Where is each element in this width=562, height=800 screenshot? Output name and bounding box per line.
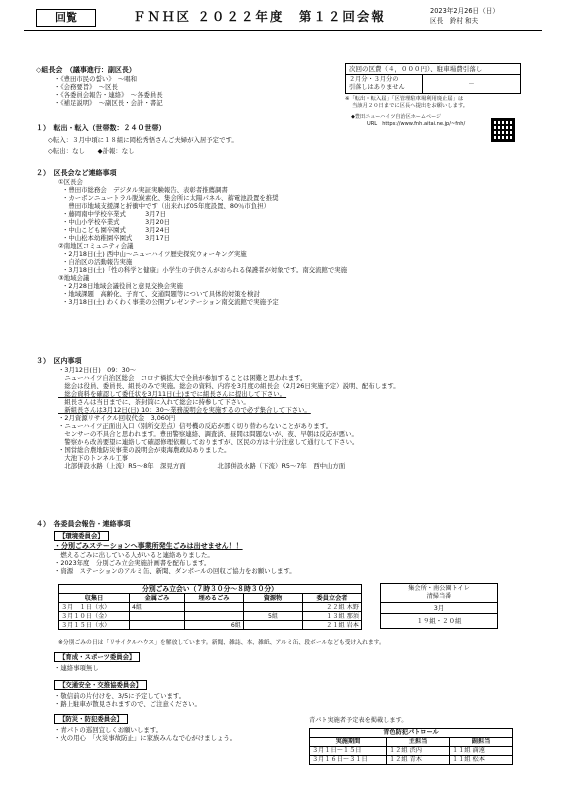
list-item: ニューハイツ自治区総会 コロナ禍拡大で全員が参加することは困難と思われます。 xyxy=(58,373,307,382)
meeting-item: ・《会務要旨》 ～区長 xyxy=(54,82,118,91)
fees-value: － xyxy=(468,80,475,89)
list-item: ・分別ごみステーションへ事業所発生ごみは出せません！！ xyxy=(54,542,243,550)
list-item: ・路上駐車が散見されますので、ご注意ください。 xyxy=(54,700,201,708)
list-item: ・中山松本幼稚園卒園式 3月17日 xyxy=(62,233,171,242)
table-cell: １２組 青木 xyxy=(387,756,450,765)
table-cell: 4組 xyxy=(130,603,185,612)
fees-note: ※「転出・転入届」「区管理駐車場利用廃止届」は xyxy=(345,96,464,103)
section-2 xyxy=(36,169,347,306)
list-item: 総会は役員、委員長、組長のみで実施。総会の資料、内容を3月度の組長会（2月26日実施予定）説明、配布します。 xyxy=(58,381,400,390)
table-cell: 6組 xyxy=(185,621,244,630)
table-note: ※分別ごみの日は「リサイクルハウス」を解放しています。新聞、雑誌、本、雑紙、アルミ缶、段ボールなども受け入れます。 xyxy=(58,640,385,646)
list-item: 燃えるごみに出している人がいると連絡ありました。 xyxy=(54,550,214,559)
column-header: 収集日 xyxy=(59,594,130,603)
move-out-line: ◇転出：なし ◆訃報：なし xyxy=(48,146,135,155)
table-cell xyxy=(244,621,303,630)
list-item: ・中山小学校卒業式 3月20日 xyxy=(62,217,171,226)
list-item: ・国営総合農地防災事業の説明会が東海農政局ありました。 xyxy=(58,445,231,454)
table-cell: 5組 xyxy=(244,612,303,621)
fees-note: 当該月２０日までに区長へ提出をお願いします。 xyxy=(352,102,469,109)
list-item: ・3月12日(日) 09：30～ xyxy=(58,365,137,374)
column-header: 金属ごみ xyxy=(130,594,185,603)
list-item: ・2023年度 分別ごみ立会実施計画書を配布します。 xyxy=(54,558,211,567)
table-cell xyxy=(244,603,303,612)
column-header: 実施期間 xyxy=(310,738,387,747)
list-item: ・青パトの巡回宜しくお願いします。 xyxy=(54,726,162,734)
table-row xyxy=(59,603,362,612)
subsection-heading: ①区長会 xyxy=(58,177,83,186)
list-item: ・3月18日(土)「性の科学と健康」小学生の子供さんがおられる保護者が対象です。南交流館で実施 xyxy=(62,265,348,274)
list-item: ・資源 ステーションのアルミ缶、新聞、ダンボールの回収ご協力をお願いします。 xyxy=(54,566,296,575)
list-item: ・藤岡南中学校卒業式 3月7日 xyxy=(62,209,166,218)
section-4 xyxy=(36,520,131,529)
toilet-duty-title: 集会所・南公園トイレ 清掃当番 xyxy=(380,583,498,603)
list-item: ・2月28日地域会議役員と意見交換会実施 xyxy=(62,281,183,290)
table-row xyxy=(59,621,362,630)
list-item: 組長さんは当日までに、茶封筒に入れて総会に持参して下さい。 xyxy=(58,397,250,406)
list-item: 総会資料を確認して委任状を3月11日(土)までに組長さんに提出して下さい。 xyxy=(58,389,287,398)
section-1 xyxy=(36,124,238,155)
list-item: 大池下のトンネル工事 xyxy=(58,453,129,462)
table-cell: １３組 那須 xyxy=(303,612,362,621)
list-item: ・2月資源リサイクル回収代金 3,060円 xyxy=(58,413,176,422)
homepage-url[interactable]: URL https://www.fnh.aitai.ne.jp/~fnh/ xyxy=(367,120,466,127)
table-cell: ３月１６日～３１日 xyxy=(310,756,387,765)
table-cell: ３月１日～１５日 xyxy=(310,747,387,756)
page-title: ＦＮＨ区 ２０２２年度 第１２回会報 xyxy=(133,9,386,24)
toilet-duty-groups: １９組・２０組 xyxy=(380,614,498,629)
title-divider xyxy=(24,30,542,31)
list-item: ・火の用心 「火災事故防止」に家族みんなで心がけましょう。 xyxy=(54,734,237,742)
list-item: 新組長さんは3月12日(日) 10：30～業務説明会を実施するので必ず集合して下さい。 xyxy=(58,405,311,414)
table-cell xyxy=(130,621,185,630)
patrol-caption: 青パト実施者予定表を掲載します。 xyxy=(309,717,408,724)
table-row xyxy=(310,756,513,765)
patrol-title: 青色防犯パトロール xyxy=(310,729,513,738)
traffic-committee xyxy=(54,680,201,708)
section-2-heading: ２） 区長会など連絡事項 xyxy=(36,169,117,177)
chief-name: 区長 鈴村 和夫 xyxy=(430,17,479,25)
section-3-heading: ３） 区内事項 xyxy=(36,357,82,365)
list-item: ・2月18日(土) 西中山～ニューハイツ歴史探究ウォーキング実施 xyxy=(62,249,247,258)
garbage-schedule xyxy=(58,584,362,630)
meeting-heading: ◇組長会 （議事進行：副区長） xyxy=(36,66,136,74)
meeting-item: ・《豊田市民の誓い》 ～唱和 xyxy=(54,74,138,83)
issue-date: 2023年2月26日（日） xyxy=(430,7,499,15)
section-1-heading: １） 転出・転入（世帯数：２４０世帯） xyxy=(36,124,166,132)
table-cell xyxy=(185,612,244,621)
env-committee xyxy=(54,531,296,575)
table-cell: ２１組 岩本 xyxy=(303,621,362,630)
table-header-row xyxy=(310,738,513,747)
env-committee-label: 【環境委員会】 xyxy=(54,531,109,541)
subsection-heading: ③地域会議 xyxy=(58,273,90,282)
table-cell: １２組 渋内 xyxy=(387,747,450,756)
list-item: ・3月18日(土) わくわく事業の公開プレゼンテーション南交流館で実施予定 xyxy=(62,297,279,306)
table-cell: １１組 満遠 xyxy=(450,747,513,756)
list-item: ・豊田市総務会 デジタル実証実験報告、表彰者推薦調書 xyxy=(62,185,228,194)
meeting-item: ・《補足説明》 ～副区長・会計・書記 xyxy=(54,98,163,107)
subsection-heading: ②南地区コミュニティ会議 xyxy=(58,241,134,250)
list-item: 北部併設水路（上流）R5～8年 深見方面 北部併設水路（下流）R5～7年 西中山方面 xyxy=(58,461,346,470)
crime-committee xyxy=(54,714,236,742)
list-item: ・ニューハイツ正面出入口（別所交差点）信号機の反応が悪く切り替わらないことがあります。 xyxy=(58,421,332,430)
column-header: 副担当 xyxy=(450,738,513,747)
column-header: 資源物 xyxy=(244,594,303,603)
toilet-duty xyxy=(380,583,498,629)
meeting-section xyxy=(36,66,163,107)
section-3 xyxy=(36,357,400,470)
list-item: 豊田市地域支援課と折衝中です（出来れば05年度設置、80％市負担） xyxy=(62,201,270,210)
column-header: 委員立会者 xyxy=(303,594,362,603)
list-item: ・中山こども園卒園式 3月24日 xyxy=(62,225,171,234)
patrol-schedule xyxy=(309,728,513,765)
table-row xyxy=(310,747,513,756)
table-title: 分別ごみ立会い（７時３０分～８時３０分） xyxy=(59,585,362,594)
table-cell: ２２組 木野 xyxy=(303,603,362,612)
list-item: ・自治区の活動報告実施 xyxy=(62,257,133,266)
table-cell: ３月１０日（金） xyxy=(59,612,130,621)
list-item: ・連絡事項無し xyxy=(54,664,99,672)
sports-committee-label: 【育成・スポーツ委員会】 xyxy=(54,652,140,662)
sports-committee xyxy=(54,652,140,672)
table-cell: １１組 松本 xyxy=(450,756,513,765)
table-cell xyxy=(185,603,244,612)
traffic-committee-label: 【交通安全・交推協委員会】 xyxy=(54,680,147,690)
toilet-duty-month: 3月 xyxy=(380,603,498,614)
kairan-label: 回覧 xyxy=(36,9,96,27)
table-cell: ３月 １日（水） xyxy=(59,603,130,612)
crime-committee-label: 【防災・防犯委員会】 xyxy=(54,714,128,724)
list-item: 警察から改善要望に連絡して確認修理依頼しておりますが、区民の方は十分注意して通行して下さい。 xyxy=(58,437,359,446)
table-row xyxy=(59,612,362,621)
table-header-row xyxy=(59,594,362,603)
table-cell: ３月１５日（水） xyxy=(59,621,130,630)
list-item: ・地域課題 高齢化、子育て、交通問題等について具体的対策を検討 xyxy=(62,289,260,298)
list-item: ・カーボンニュートラル脱炭素化、集会所に太陽パネル、蓄電池設置を推奨 xyxy=(62,193,279,202)
fees-title: 次回の区費（４，０００円）、駐車場費引落し xyxy=(345,63,521,74)
list-item: ・敬信前の片付けを、3/5に予定しています。 xyxy=(54,692,186,700)
homepage-label: ◆豊田ニューハイツ自治区ホームページ xyxy=(351,114,442,121)
move-in-line: ◇転入：３月中頃に１８組に岡松秀悟さんご夫婦が入居予定です。 xyxy=(48,135,238,144)
table-cell xyxy=(130,612,185,621)
fees-period: ２月分・３月分の 引落しはありません xyxy=(346,75,423,93)
column-header: 主担当 xyxy=(387,738,450,747)
meeting-item: ・《各委員会報告・連絡》 ～各委員長 xyxy=(54,90,163,99)
column-header: 埋めるごみ xyxy=(185,594,244,603)
section-4-heading: ４） 各委員会報告・連絡事項 xyxy=(36,520,131,528)
list-item: センサーの不具合と思われます。豊田警察連絡、調査済、昼間は問題ないが、夜、早朝は反応が悪い。 xyxy=(58,429,358,438)
qr-code-icon[interactable] xyxy=(491,118,515,142)
